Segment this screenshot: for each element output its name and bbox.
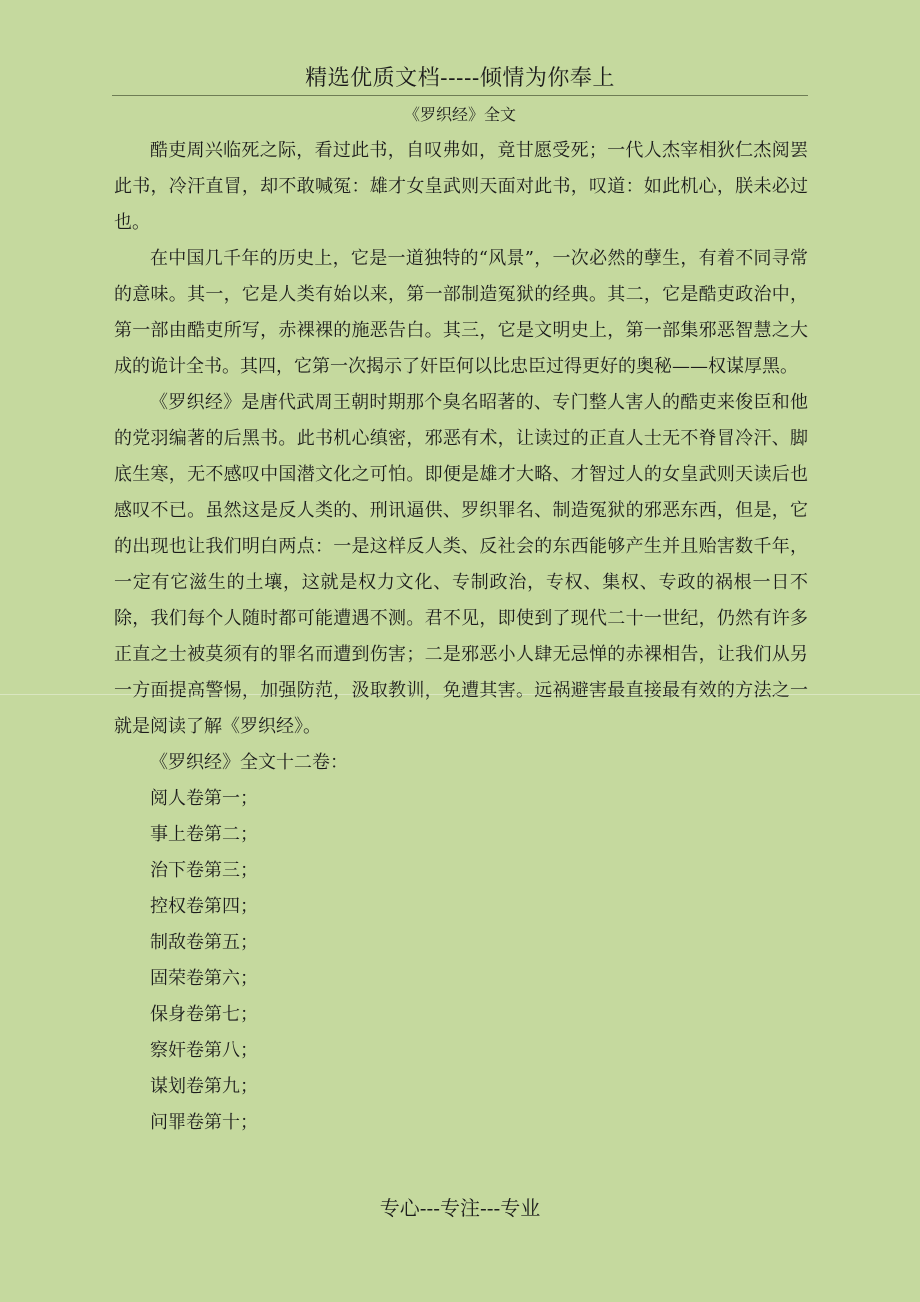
volume-item: 制敌卷第五； bbox=[150, 932, 258, 953]
volume-item: 保身卷第七； bbox=[150, 1004, 258, 1025]
volumes-intro: 《罗织经》全文十二卷： bbox=[150, 752, 348, 773]
volume-item: 谋划卷第九； bbox=[150, 1076, 258, 1097]
document-title: 《罗织经》全文 bbox=[403, 105, 516, 124]
volume-item: 治下卷第三； bbox=[150, 860, 258, 881]
volume-item: 察奸卷第八； bbox=[150, 1040, 258, 1061]
page-seam-line bbox=[0, 694, 920, 695]
volume-item: 事上卷第二； bbox=[150, 824, 258, 845]
header-divider bbox=[112, 95, 808, 96]
body-paragraph: 在中国几千年的历史上，它是一道独特的“风景”，一次必然的孽生，有着不同寻常的意味。其一，它是人类有始以来，第一部制造冤狱的经典。其二，它是酷吏政治中，第一部由酷吏所写，赤裸裸的施恶告白。其三，它是文明史上，第一部集邪恶智慧之大成的诡计全书。其四，它第一次揭示了奸臣何以比忠臣过得更好的奥秘——权谋厚黑。 bbox=[114, 248, 808, 377]
body-paragraph: 酷吏周兴临死之际，看过此书，自叹弗如，竟甘愿受死；一代人杰宰相狄仁杰阅罢此书，冷汗直冒，却不敢喊冤：雄才女皇武则天面对此书，叹道：如此机心，朕未必过也。 bbox=[114, 140, 808, 233]
page-footer: 专心---专注---专业 bbox=[379, 1196, 541, 1220]
body-paragraph: 《罗织经》是唐代武周王朝时期那个臭名昭著的、专门整人害人的酷吏来俊臣和他的党羽编著的后黑书。此书机心缜密，邪恶有术，让读过的正直人士无不脊冒冷汗、脚底生寒，无不感叹中国潜文化之可怕。即便是雄才大略、才智过人的女皇武则天读后也感叹不已。虽然这是反人类的、刑讯逼供、罗织罪名、制造冤狱的邪恶东西，但是，它的出现也让我们明白两点：一是这样反人类、反社会的东西能够产生并且贻害数千年，一定有它滋生的土壤，这就是权力文化、专制政治，专权、集权、专政的祸根一日不除，我们每个人随时都可能遭遇不测。君不见，即使到了现代二十一世纪，仍然有许多正直之士被莫须有的罪名而遭到伤害；二是邪恶小人肆无忌惮的赤裸相告，让我们从另一方面提高警惕，加强防范，汲取教训，免遭其害。远祸避害最直接最有效的方法之一就是阅读了解《罗织经》。 bbox=[114, 392, 808, 737]
volume-item: 控权卷第四； bbox=[150, 896, 258, 917]
document-body bbox=[114, 133, 808, 1141]
volume-item: 固荣卷第六； bbox=[150, 968, 258, 989]
volume-item: 阅人卷第一； bbox=[150, 788, 258, 809]
volume-item: 问罪卷第十； bbox=[150, 1112, 258, 1133]
page-header-title: 精选优质文档-----倾情为你奉上 bbox=[305, 66, 615, 91]
